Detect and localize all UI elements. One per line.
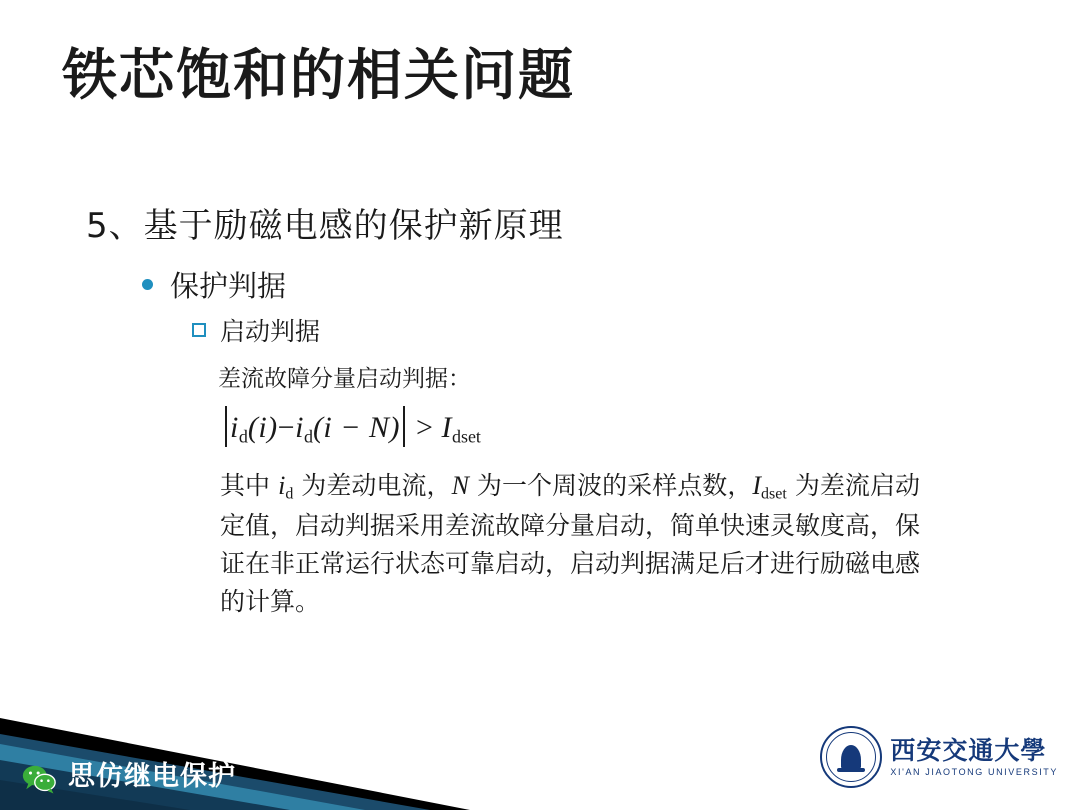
para-math-idset: I xyxy=(752,471,762,500)
formula-threshold-var: I xyxy=(441,410,452,444)
slide-title: 铁芯饱和的相关问题 xyxy=(62,43,576,107)
para-seg-4: 为一个周波的采样点数， xyxy=(468,471,753,500)
para-math-n: N xyxy=(451,471,469,500)
outline-level3-label: 启动判据 xyxy=(220,317,321,346)
wechat-icon xyxy=(22,764,56,794)
square-bullet-icon xyxy=(192,323,206,337)
university-name-cn: 西安交通大學 xyxy=(890,735,1047,765)
outline-level2-label: 保护判据 xyxy=(170,269,287,303)
formula-relation: > xyxy=(416,410,434,444)
explanation-paragraph xyxy=(220,466,920,621)
university-name-block xyxy=(890,735,1058,777)
university-seal-icon xyxy=(820,726,882,788)
disc-bullet-icon xyxy=(142,279,153,290)
para-seg-2: 为差动电流， xyxy=(293,471,452,500)
para-seg-6: 为差流启动定值，启动判据采用差流故障分量启动，简单快速灵敏度高，保证在非正常运行状态可靠启动，启动判据满足后才进行励磁电感的计算。 xyxy=(220,471,921,616)
university-logo xyxy=(820,726,1058,788)
formula-i-d-var-2: i xyxy=(295,410,304,444)
watermark-text: 思仿继电保护 xyxy=(68,761,236,792)
formula-threshold-sub: dset xyxy=(451,426,481,447)
formula-start-criterion xyxy=(222,406,481,448)
formula-minus: − xyxy=(277,410,296,444)
formula-i-d-var: i xyxy=(230,410,239,444)
formula-arg-i-minus-n: (i − N) xyxy=(312,410,401,444)
formula-arg-i: (i) xyxy=(247,410,278,444)
para-math-id-sub: d xyxy=(285,485,294,503)
university-name-en: XI'AN JIAOTONG UNIVERSITY xyxy=(890,766,1058,777)
abs-bar-left-icon xyxy=(225,406,227,447)
para-math-idset-sub: dset xyxy=(761,485,787,503)
formula-i-d-sub: d xyxy=(238,426,248,447)
para-seg-0: 其中 xyxy=(220,471,279,500)
para-math-id: i xyxy=(278,471,286,500)
outline-level1: 5、基于励磁电感的保护新原理 xyxy=(86,206,564,246)
outline-level4: 差流故障分量启动判据： xyxy=(218,366,471,392)
outline-level3 xyxy=(192,312,320,348)
abs-bar-right-icon xyxy=(403,406,405,447)
formula-i-d-sub-2: d xyxy=(303,426,313,447)
outline-level2 xyxy=(142,264,286,305)
bell-shape-icon xyxy=(841,745,861,769)
